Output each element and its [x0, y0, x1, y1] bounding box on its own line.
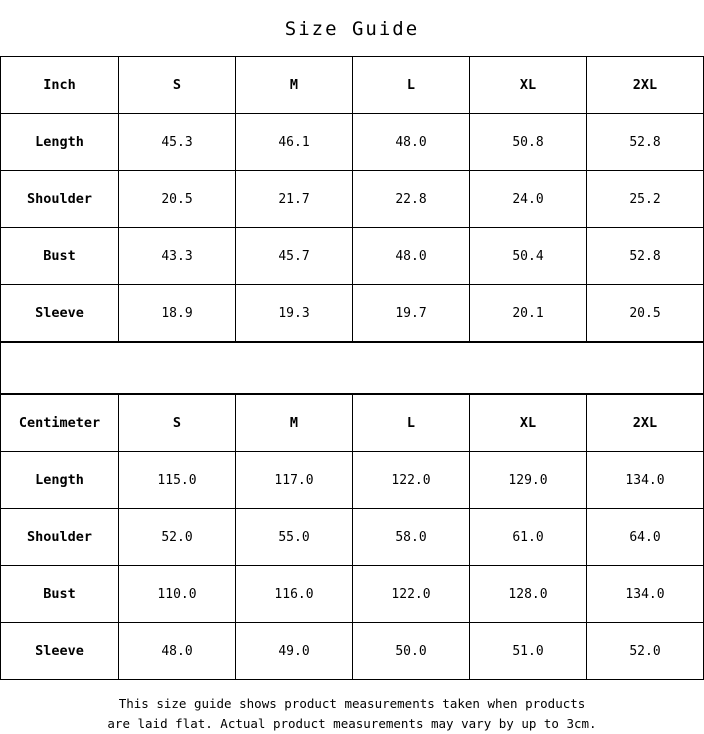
cell-sleeve-xl: 20.1	[470, 285, 587, 342]
cell-bust-s: 43.3	[119, 228, 236, 285]
cell-shoulder-l: 22.8	[353, 171, 470, 228]
row-label-bust: Bust	[1, 228, 119, 285]
cell-sleeve-s: 48.0	[119, 623, 236, 680]
table-separator	[0, 342, 704, 394]
cell-sleeve-s: 18.9	[119, 285, 236, 342]
column-header-s: S	[119, 395, 236, 452]
table-row	[1, 452, 704, 509]
cell-length-s: 45.3	[119, 114, 236, 171]
size-table-inch	[0, 56, 704, 342]
cell-sleeve-l: 19.7	[353, 285, 470, 342]
cell-bust-l: 122.0	[353, 566, 470, 623]
cell-length-l: 48.0	[353, 114, 470, 171]
cell-shoulder-s: 52.0	[119, 509, 236, 566]
row-label-shoulder: Shoulder	[1, 509, 119, 566]
table-header-row	[1, 57, 704, 114]
cell-shoulder-xl: 24.0	[470, 171, 587, 228]
cell-shoulder-s: 20.5	[119, 171, 236, 228]
cell-length-s: 115.0	[119, 452, 236, 509]
page-title: Size Guide	[284, 18, 420, 40]
table-row	[1, 285, 704, 342]
column-header-m: M	[236, 395, 353, 452]
cell-length-m: 117.0	[236, 452, 353, 509]
column-header-2xl: 2XL	[587, 57, 704, 114]
size-table-centimeter	[0, 394, 704, 680]
cell-sleeve-m: 49.0	[236, 623, 353, 680]
cell-shoulder-l: 58.0	[353, 509, 470, 566]
cell-length-l: 122.0	[353, 452, 470, 509]
size-guide-footnote	[0, 680, 704, 734]
cell-bust-m: 45.7	[236, 228, 353, 285]
unit-label-centimeter: Centimeter	[1, 395, 119, 452]
cell-sleeve-2xl: 52.0	[587, 623, 704, 680]
column-header-m: M	[236, 57, 353, 114]
column-header-xl: XL	[470, 395, 587, 452]
cell-length-m: 46.1	[236, 114, 353, 171]
column-header-s: S	[119, 57, 236, 114]
column-header-xl: XL	[470, 57, 587, 114]
cell-bust-xl: 128.0	[470, 566, 587, 623]
table-row	[1, 228, 704, 285]
cell-shoulder-2xl: 25.2	[587, 171, 704, 228]
cell-bust-2xl: 52.8	[587, 228, 704, 285]
cell-sleeve-xl: 51.0	[470, 623, 587, 680]
table-row	[1, 509, 704, 566]
row-label-shoulder: Shoulder	[1, 171, 119, 228]
cell-length-2xl: 134.0	[587, 452, 704, 509]
row-label-length: Length	[1, 114, 119, 171]
table-row	[1, 566, 704, 623]
cell-shoulder-m: 55.0	[236, 509, 353, 566]
row-label-bust: Bust	[1, 566, 119, 623]
column-header-l: L	[353, 395, 470, 452]
cell-length-xl: 129.0	[470, 452, 587, 509]
cell-sleeve-2xl: 20.5	[587, 285, 704, 342]
cell-sleeve-m: 19.3	[236, 285, 353, 342]
cell-length-xl: 50.8	[470, 114, 587, 171]
column-header-l: L	[353, 57, 470, 114]
row-label-sleeve: Sleeve	[1, 623, 119, 680]
cell-bust-l: 48.0	[353, 228, 470, 285]
footnote-line-2: are laid flat. Actual product measurements may vary by up to 3cm.	[107, 716, 597, 731]
table-header-row	[1, 395, 704, 452]
unit-label-inch: Inch	[1, 57, 119, 114]
row-label-length: Length	[1, 452, 119, 509]
column-header-2xl: 2XL	[587, 395, 704, 452]
cell-bust-2xl: 134.0	[587, 566, 704, 623]
row-label-sleeve: Sleeve	[1, 285, 119, 342]
cell-sleeve-l: 50.0	[353, 623, 470, 680]
cell-shoulder-m: 21.7	[236, 171, 353, 228]
cell-shoulder-2xl: 64.0	[587, 509, 704, 566]
table-row	[1, 171, 704, 228]
cell-bust-m: 116.0	[236, 566, 353, 623]
cell-length-2xl: 52.8	[587, 114, 704, 171]
cell-bust-s: 110.0	[119, 566, 236, 623]
table-row	[1, 623, 704, 680]
footnote-line-1: This size guide shows product measurements taken when products	[118, 696, 586, 711]
cell-shoulder-xl: 61.0	[470, 509, 587, 566]
cell-bust-xl: 50.4	[470, 228, 587, 285]
table-row	[1, 114, 704, 171]
